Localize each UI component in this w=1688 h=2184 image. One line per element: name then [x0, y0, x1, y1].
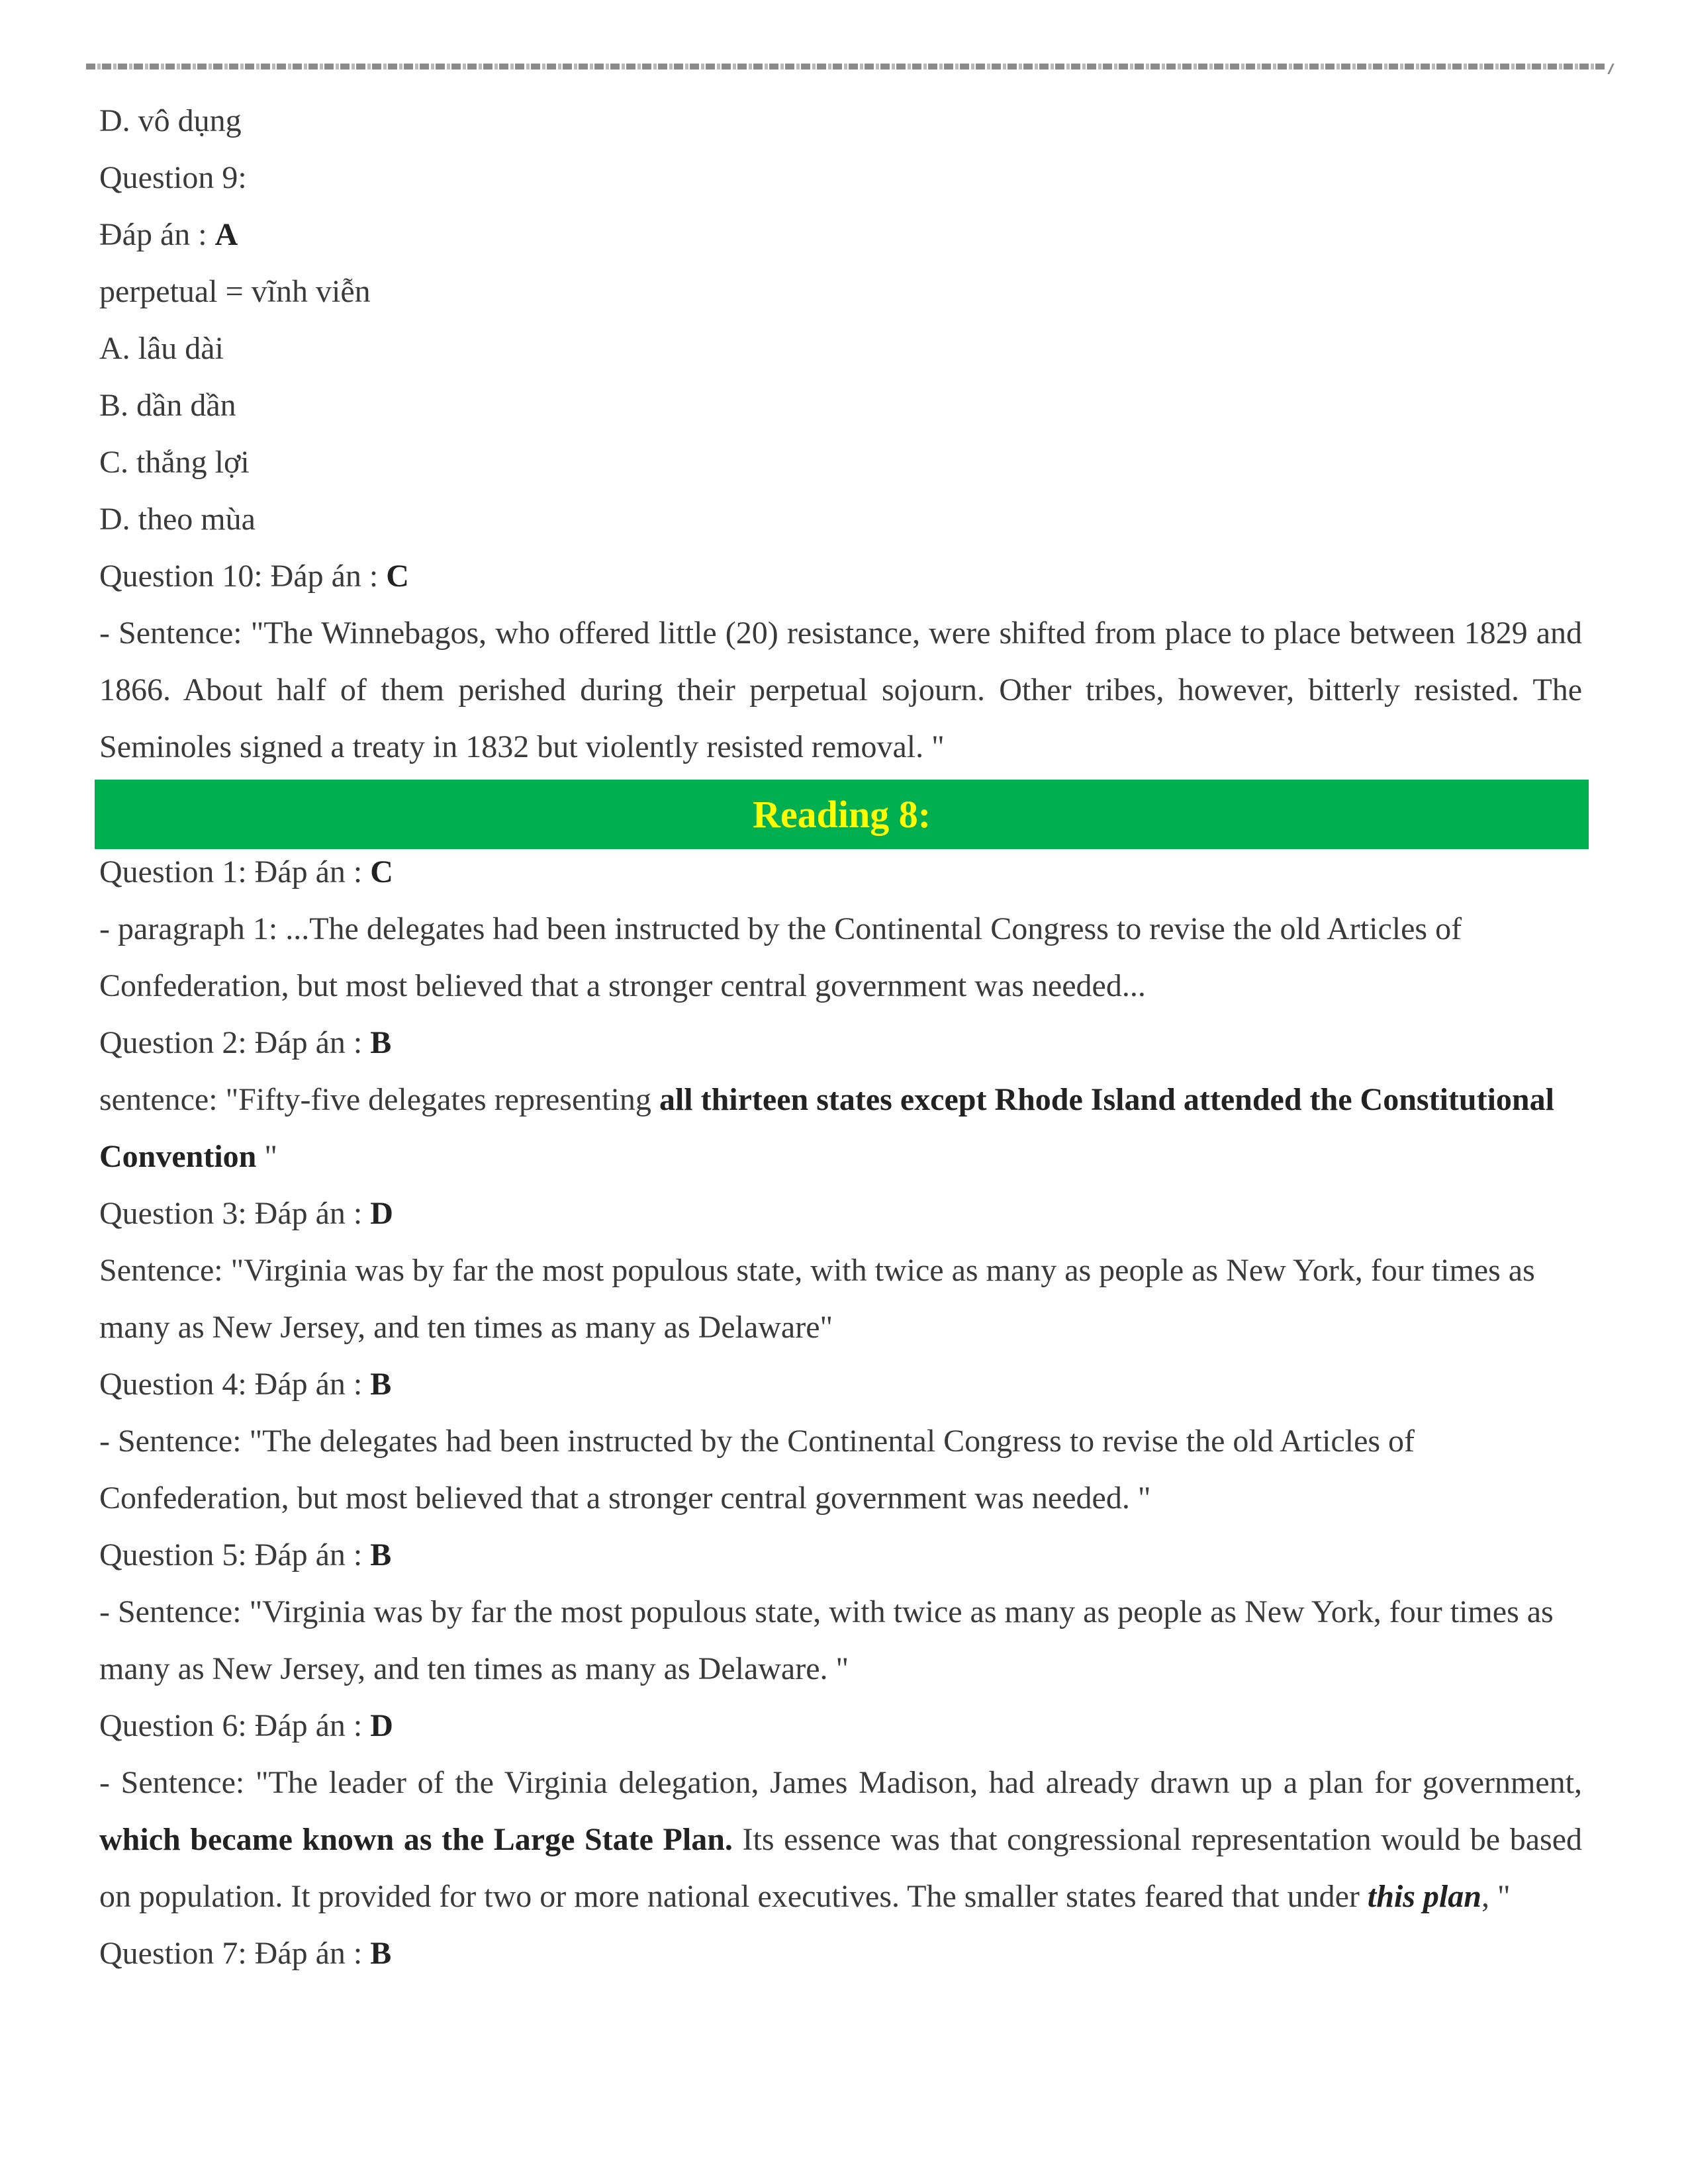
- section-answers-top: [99, 93, 1582, 776]
- r8-q6-answer-line: [99, 1698, 1582, 1754]
- r8-q6-middle: Its essence was that congressional representation would be based on population. It provided for two or more national executives. The smaller states feared that under: [99, 1822, 1582, 1914]
- reading-8-title: Reading 8:: [752, 793, 931, 836]
- q9-option-c: C. thắng lợi: [99, 445, 250, 480]
- r8-q6-prefix: - Sentence: "The leader of the Virginia delegation, James Madison, had already drawn up a plan for government,: [99, 1765, 1582, 1800]
- q9-label: Question 9:: [99, 160, 247, 195]
- header-rule: [86, 64, 1605, 69]
- r8-q2-bold: all thirteen states except Rhode Island attended the Constitutional Convention: [99, 1082, 1554, 1174]
- r8-q6-suffix: , ": [1481, 1879, 1511, 1914]
- r8-q6-label: Question 6: Đáp án :: [99, 1708, 371, 1743]
- r8-q4-label: Question 4: Đáp án :: [99, 1367, 371, 1402]
- q8-option-d: D. vô dụng: [99, 103, 242, 138]
- r8-q6-answer: D: [370, 1708, 393, 1743]
- q9-option-d: D. theo mùa: [99, 502, 256, 537]
- r8-q5-answer: B: [370, 1537, 392, 1572]
- r8-q2-answer-line: [99, 1015, 1582, 1071]
- r8-q2-label: Question 2: Đáp án :: [99, 1025, 371, 1060]
- r8-q3-answer: D: [370, 1196, 393, 1231]
- q10-label: Question 10: Đáp án :: [99, 559, 387, 594]
- r8-q3-label: Question 3: Đáp án :: [99, 1196, 371, 1231]
- r8-q4-answer: B: [370, 1367, 392, 1402]
- r8-q7-label: Question 7: Đáp án :: [99, 1936, 371, 1971]
- r8-q3-text: Sentence: "Virginia was by far the most populous state, with twice as many as people as New York, four times as many as New Jersey, and ten times as many as Delaware": [99, 1253, 1535, 1345]
- r8-q1-text: - paragraph 1: ...The delegates had been instructed by the Continental Congress to revise the old Articles of Confederation, but most believed that a stronger central government was needed...: [99, 911, 1462, 1003]
- q10-sentence: - Sentence: "The Winnebagos, who offered little (20) resistance, were shifted from place to place between 1829 and 1866. About half of them perished during their perpetual sojourn. Other tribes, however, bitterly resisted. The Seminoles signed a treaty in 1832 but violently resisted removal. ": [99, 615, 1582, 764]
- section-reading-8: [99, 844, 1582, 1982]
- r8-q3-answer-line: [99, 1185, 1582, 1242]
- q9-answer: A: [214, 217, 238, 252]
- q9-option-b: B. dần dần: [99, 388, 236, 423]
- r8-q4-answer-line: [99, 1356, 1582, 1413]
- r8-q2-answer: B: [370, 1025, 392, 1060]
- r8-q6-bold-italic: this plan: [1367, 1879, 1481, 1914]
- r8-q2-text: [99, 1071, 1582, 1185]
- q10-answer: C: [386, 559, 409, 594]
- r8-q5-label: Question 5: Đáp án :: [99, 1537, 371, 1572]
- q9-definition: perpetual = vĩnh viễn: [99, 274, 371, 309]
- q10-answer-line: [99, 548, 1582, 605]
- r8-q1-label: Question 1: Đáp án :: [99, 854, 371, 889]
- r8-q6-bold: which became known as the Large State Plan.: [99, 1822, 733, 1857]
- r8-q5-text: - Sentence: "Virginia was by far the most populous state, with twice as many as people as New York, four times as many as New Jersey, and ten times as many as Delaware. ": [99, 1594, 1554, 1686]
- r8-q4-text: - Sentence: "The delegates had been instructed by the Continental Congress to revise the old Articles of Confederation, but most believed that a stronger central government was needed. ": [99, 1424, 1415, 1516]
- reading-8-banner: [95, 780, 1589, 849]
- r8-q7-answer: B: [370, 1936, 392, 1971]
- r8-q5-answer-line: [99, 1527, 1582, 1584]
- r8-q1-answer: C: [370, 854, 393, 889]
- r8-q1-answer-line: [99, 844, 1582, 901]
- r8-q2-suffix: ": [256, 1139, 277, 1174]
- r8-q6-text: [99, 1754, 1582, 1925]
- r8-q2-prefix: sentence: "Fifty-five delegates representing: [99, 1082, 659, 1117]
- q9-answer-prefix: Đáp án :: [99, 217, 215, 252]
- r8-q7-answer-line: [99, 1925, 1582, 1982]
- q9-answer-line: [99, 206, 1582, 263]
- q9-option-a: A. lâu dài: [99, 331, 224, 366]
